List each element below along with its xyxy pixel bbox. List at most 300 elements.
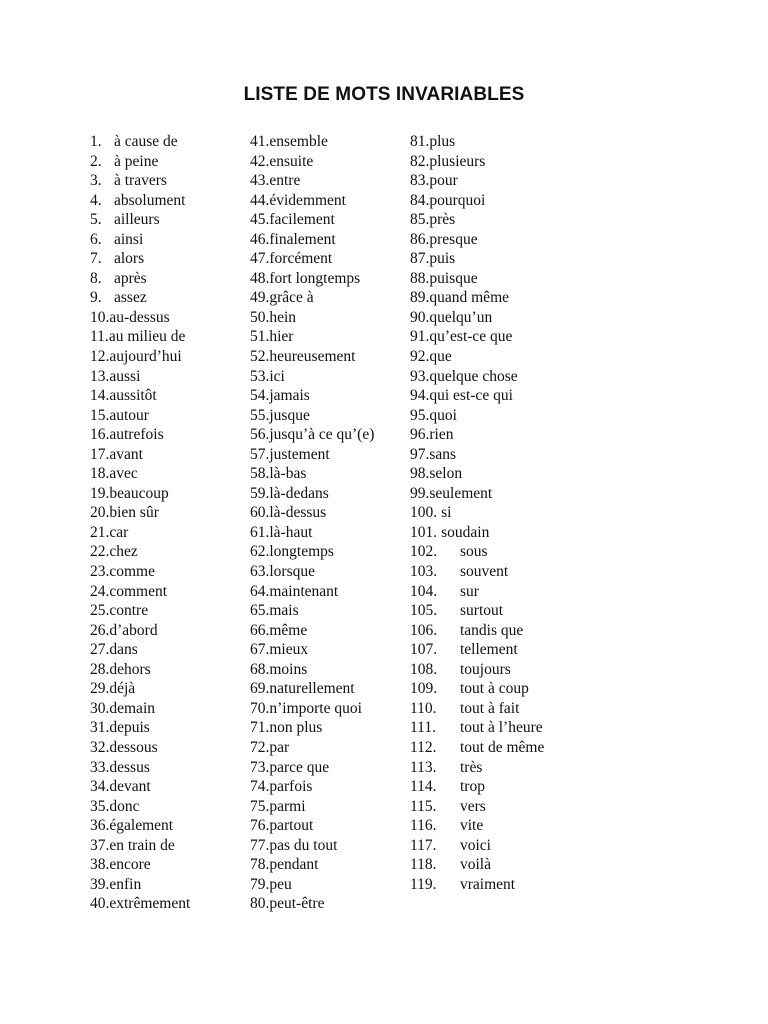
item-number: 38. [90,856,110,874]
list-item [90,718,248,738]
item-word: chez [109,543,138,561]
item-word: souvent [460,563,509,581]
item-number: 82. [410,152,430,170]
item-number: 24. [90,582,110,600]
list-item [250,425,408,445]
item-number: 85. [410,211,430,229]
item-number: 87. [410,250,430,268]
item-word: ensemble [269,133,328,150]
list-item [250,249,408,269]
item-number: 77. [250,836,270,854]
list-item [90,445,248,465]
item-number: 96. [410,426,430,444]
item-word: entre [269,172,301,190]
item-word: tout de même [460,738,545,756]
item-number: 89. [410,289,430,307]
item-word: d’abord [109,621,158,639]
item-number: 73. [250,758,270,776]
list-item [410,679,610,699]
item-word: là-haut [269,523,313,541]
list-item [250,152,408,172]
list-item [410,308,610,328]
list-item [250,386,408,406]
item-word: mais [269,602,299,620]
item-number: 111. [410,719,436,737]
list-item [410,640,610,660]
item-word: autrefois [109,426,164,444]
item-word: contre [109,602,149,620]
list-item [250,210,408,230]
item-word: hein [269,308,297,326]
list-item [410,171,610,191]
item-number: 93. [410,367,430,385]
item-word: rien [429,426,454,444]
list-item [90,640,248,660]
item-number: 26. [90,621,110,639]
item-number: 115. [410,797,437,815]
item-word: soudain [441,523,490,541]
list-item [90,523,248,543]
item-word: ainsi [114,230,144,248]
item-word: parfois [269,778,313,796]
item-number: 92. [410,348,430,366]
item-number: 20. [90,504,110,522]
item-word: sur [460,582,479,600]
list-item [410,855,610,875]
item-number: 69. [250,680,270,698]
item-word: tout à coup [460,680,529,698]
item-number: 37. [90,836,110,854]
item-word: extrêmement [109,895,191,913]
list-item [410,269,610,289]
list-item [250,464,408,484]
list-item [410,191,610,211]
item-number: 64. [250,582,270,600]
item-word: forcément [269,250,333,268]
list-item [410,875,610,895]
item-word: que [429,348,452,366]
item-word: bien sûr [109,504,159,522]
list-item [250,836,408,856]
list-item [90,621,248,641]
item-number: 9. [90,289,102,307]
list-item [410,601,610,621]
item-word: au-dessus [109,308,170,326]
item-word: sous [460,543,488,561]
item-number: 108. [410,660,438,678]
item-number: 10. [90,308,110,326]
item-number: 66. [250,621,270,639]
item-number: 102. [410,543,438,561]
item-number: 86. [410,230,430,248]
item-word: enfin [109,875,142,893]
item-number: 7. [90,250,102,268]
list-item [410,210,610,230]
item-word: au milieu de [108,328,186,346]
list-item [410,484,610,504]
item-number: 104. [410,582,438,600]
list-item [410,288,610,308]
item-number: 40. [90,895,110,913]
list-item [90,894,248,914]
item-word: parmi [269,797,306,815]
item-word: déjà [109,680,136,698]
list-item [410,386,610,406]
item-number: 25. [90,602,110,620]
item-word: pas du tout [269,836,338,854]
item-word: même [269,621,308,639]
list-item [90,777,248,797]
item-word: aussi [109,367,141,385]
list-item [90,582,248,602]
item-word: à travers [114,172,167,190]
list-item [90,464,248,484]
item-word: qui est-ce qui [429,387,513,405]
list-item [250,640,408,660]
list-item [250,894,408,914]
item-number: 105. [410,602,438,620]
item-word: trop [460,778,485,796]
item-word: demain [109,699,155,717]
list-item [250,562,408,582]
item-number: 51. [250,328,270,346]
item-word: là-dedans [269,484,329,502]
list-item [250,503,408,523]
item-word: justement [269,445,330,463]
item-word: qu’est-ce que [429,328,513,346]
item-word: selon [429,465,463,483]
list-item [250,738,408,758]
item-word: après [114,269,147,287]
item-word: autour [109,406,149,424]
list-item [250,308,408,328]
item-word: quelque chose [429,367,518,385]
item-number: 41. [250,133,270,150]
word-list-column-3 [410,132,610,894]
item-number: 23. [90,563,110,581]
list-item [90,816,248,836]
item-word: tandis que [460,621,524,639]
item-word: sans [429,445,457,463]
item-word: jusque [269,406,310,424]
item-word: si [441,504,452,522]
item-number: 109. [410,680,438,698]
item-number: 15. [90,406,110,424]
list-item [250,406,408,426]
list-item [250,132,408,152]
item-word: assez [114,289,147,307]
item-number: 28. [90,660,110,678]
list-item [410,132,610,152]
list-item [410,152,610,172]
item-number: 58. [250,465,270,483]
item-word: depuis [109,719,150,737]
item-number: 48. [250,269,270,287]
item-number: 14. [90,387,110,405]
list-item [90,699,248,719]
list-item [250,327,408,347]
item-word: parce que [269,758,330,776]
list-item [250,523,408,543]
item-number: 42. [250,152,270,170]
list-item [90,347,248,367]
list-item [410,836,610,856]
word-list-column-1 [90,132,248,914]
item-number: 72. [250,738,270,756]
item-number: 43. [250,172,270,190]
item-number: 44. [250,191,270,209]
list-item [250,875,408,895]
item-word: comment [109,582,168,600]
list-item [90,269,248,289]
item-word: beaucoup [109,484,169,502]
item-word: ici [269,367,285,385]
item-word: moins [269,660,308,678]
list-item [90,660,248,680]
item-word: aujourd’hui [109,348,182,366]
item-number: 68. [250,660,270,678]
item-word: pour [429,172,458,190]
item-number: 13. [90,367,110,385]
item-number: 100. [410,504,438,522]
list-item [90,484,248,504]
item-word: toujours [460,660,511,678]
item-word: quoi [429,406,457,424]
item-number: 6. [90,230,102,248]
list-item [90,758,248,778]
item-word: non plus [269,719,323,737]
list-item [90,210,248,230]
item-number: 3. [90,172,102,190]
item-number: 36. [90,817,110,835]
list-item [410,718,610,738]
item-word: tout à fait [460,699,520,717]
item-number: 2. [90,152,102,170]
item-word: avant [109,445,143,463]
item-word: jamais [269,387,310,405]
list-item [410,347,610,367]
item-number: 22. [90,543,110,561]
item-word: maintenant [269,582,339,600]
list-item [250,347,408,367]
list-item [90,562,248,582]
item-word: donc [109,797,140,815]
item-number: 79. [250,875,270,893]
page-title: LISTE DE MOTS INVARIABLES [243,84,525,105]
item-word: puisque [429,269,478,287]
item-word: partout [269,817,314,835]
list-item [410,503,610,523]
item-word: pourquoi [429,191,486,209]
list-item [410,230,610,250]
item-word: fort longtemps [269,269,361,287]
item-word: dehors [109,660,151,678]
item-word: tout à l’heure [460,719,543,737]
item-number: 53. [250,367,270,385]
list-item [90,406,248,426]
item-number: 56. [250,426,270,444]
list-item [250,269,408,289]
list-item [90,367,248,387]
item-word: évidemment [269,191,346,209]
list-item [250,621,408,641]
word-list-column-2 [250,132,408,914]
list-item [250,171,408,191]
item-word: comme [109,563,155,581]
item-number: 88. [410,269,430,287]
list-item [90,230,248,250]
item-number: 101. [410,523,438,541]
list-item [90,425,248,445]
item-number: 75. [250,797,270,815]
list-item [90,191,248,211]
item-number: 32. [90,738,110,756]
item-number: 17. [90,445,110,463]
item-word: alors [114,250,145,268]
list-item [410,542,610,562]
item-number: 54. [250,387,270,405]
item-number: 33. [90,758,110,776]
list-item [410,582,610,602]
item-word: vers [460,797,486,815]
item-word: absolument [114,191,186,209]
item-word: là-dessus [269,504,327,522]
list-item [410,249,610,269]
item-word: presque [429,230,478,248]
item-number: 60. [250,504,270,522]
item-number: 11. [90,328,109,346]
item-number: 59. [250,484,270,502]
item-word: peut-être [269,895,325,913]
item-number: 71. [250,719,270,737]
item-number: 34. [90,778,110,796]
item-word: très [460,758,483,776]
item-number: 78. [250,856,270,874]
item-number: 118. [410,856,437,874]
item-word: surtout [460,602,504,620]
item-number: 31. [90,719,110,737]
list-item [250,582,408,602]
item-word: vraiment [460,875,516,893]
item-number: 57. [250,445,270,463]
list-item [250,660,408,680]
list-item [90,249,248,269]
list-item [90,171,248,191]
item-number: 83. [410,172,430,190]
item-word: dessous [109,738,158,756]
list-item [250,445,408,465]
list-item [410,523,610,543]
list-item [250,288,408,308]
list-item [250,191,408,211]
item-number: 116. [410,817,437,835]
item-number: 35. [90,797,110,815]
list-item [250,758,408,778]
item-number: 29. [90,680,110,698]
item-number: 4. [90,191,102,209]
item-number: 30. [90,699,110,717]
list-item [410,562,610,582]
item-number: 45. [250,211,270,229]
list-item [410,660,610,680]
list-item [410,816,610,836]
list-item [250,230,408,250]
item-number: 49. [250,289,270,307]
item-word: à cause de [114,133,178,150]
item-number: 95. [410,406,430,424]
list-item [250,367,408,387]
list-item [250,855,408,875]
item-number: 117. [410,836,437,854]
list-item [90,542,248,562]
item-word: plusieurs [429,152,486,170]
item-number: 81. [410,133,430,150]
item-number: 16. [90,426,110,444]
item-number: 8. [90,269,102,287]
list-item [410,367,610,387]
list-item [250,679,408,699]
item-number: 47. [250,250,270,268]
item-number: 98. [410,465,430,483]
item-number: 74. [250,778,270,796]
list-item [90,327,248,347]
list-item [250,718,408,738]
item-number: 39. [90,875,110,893]
list-item [410,797,610,817]
list-item [250,797,408,817]
item-number: 112. [410,738,437,756]
item-word: aussitôt [109,387,157,405]
list-item [90,836,248,856]
list-item [90,875,248,895]
item-word: peu [269,875,292,893]
item-word: voici [460,836,491,854]
item-number: 114. [410,778,437,796]
item-word: longtemps [269,543,334,561]
item-number: 62. [250,543,270,561]
list-item [250,484,408,504]
list-item [410,464,610,484]
item-number: 113. [410,758,437,776]
item-word: finalement [269,230,336,248]
item-number: 50. [250,308,270,326]
list-item [90,288,248,308]
list-item [90,503,248,523]
list-item [410,758,610,778]
item-number: 63. [250,563,270,581]
item-word: également [109,817,174,835]
list-item [410,777,610,797]
list-item [90,601,248,621]
item-word: vite [460,817,484,835]
item-number: 5. [90,211,102,229]
list-item [410,621,610,641]
item-word: seulement [429,484,493,502]
item-number: 76. [250,817,270,835]
list-item [250,542,408,562]
item-word: quand même [429,289,510,307]
list-item [410,445,610,465]
item-word: pendant [269,856,319,874]
item-number: 18. [90,465,110,483]
item-word: là-bas [269,465,307,483]
item-word: facilement [269,211,335,229]
list-item [90,152,248,172]
item-word: quelqu’un [429,308,493,326]
item-word: plus [429,133,456,150]
list-item [90,132,248,152]
item-word: à peine [114,152,159,170]
